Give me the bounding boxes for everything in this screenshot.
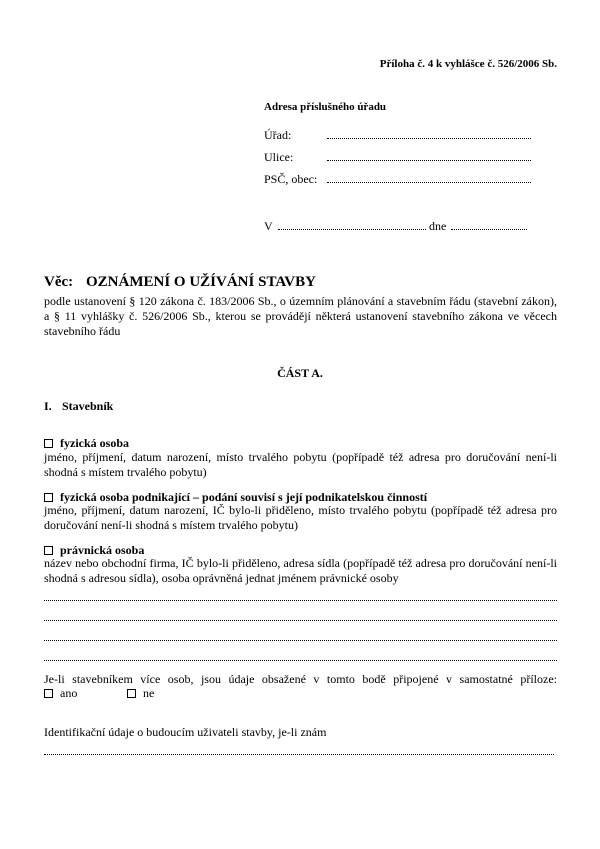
section-title: Stavebník	[62, 399, 114, 413]
checkbox-legal-entity[interactable]	[44, 546, 53, 555]
multiple-no-option[interactable]	[127, 686, 154, 701]
yes-label: ano	[60, 686, 78, 700]
office-address-title: Adresa příslušného úřadu	[264, 101, 387, 113]
builder-details-line-4[interactable]	[44, 660, 557, 661]
place-prefix: V	[264, 219, 273, 233]
checkbox-natural-person[interactable]	[44, 439, 53, 448]
postcode-city-field[interactable]	[327, 182, 531, 183]
builder-details-line-3[interactable]	[44, 640, 557, 641]
builder-details-line-1[interactable]	[44, 600, 557, 601]
option-entrepreneur-title: fyzická osoba podnikající – podání souvisí s její podnikatelskou činností	[60, 490, 428, 504]
option-natural-person-title: fyzická osoba	[60, 436, 129, 450]
option-natural-person[interactable]	[44, 436, 129, 451]
option-natural-person-description: jméno, příjmení, datum narození, místo trvalého pobytu (popřípadě též adresa pro doručování není-li shodná s místem trvalého pobytu)	[44, 450, 557, 479]
multiple-builders-text: Je-li stavebníkem více osob, jsou údaje obsažené v tomto bodě připojené v samostatné příloze:	[44, 672, 557, 686]
office-field[interactable]	[327, 138, 531, 139]
multiple-yes-option[interactable]	[44, 686, 77, 701]
place-field[interactable]	[278, 229, 426, 230]
part-a-title: ČÁST A.	[277, 366, 323, 380]
street-field[interactable]	[327, 160, 531, 161]
postcode-city-label: PSČ, obec:	[264, 172, 318, 186]
date-label: dne	[429, 219, 447, 233]
date-field[interactable]	[451, 229, 527, 230]
future-user-label: Identifikační údaje o budoucím uživateli stavby, je-li znám	[44, 725, 327, 739]
office-label: Úřad:	[264, 128, 292, 142]
checkbox-yes[interactable]	[44, 689, 53, 698]
street-label: Ulice:	[264, 150, 294, 164]
no-label: ne	[143, 686, 155, 700]
builder-details-line-2[interactable]	[44, 620, 557, 621]
future-user-field[interactable]	[44, 754, 554, 755]
subject-label: Věc:	[44, 274, 74, 290]
checkbox-entrepreneur[interactable]	[44, 493, 53, 502]
legal-basis-text: podle ustanovení § 120 zákona č. 183/2006 Sb., o územním plánování a stavebním řádu (stavební zákon), a § 11 vyhlášky č. 526/2006 Sb., kterou se provádějí některá ustanovení stavebního zákona ve věcech stavebního řádu	[44, 294, 557, 338]
option-entrepreneur-description: jméno, příjmení, datum narození, IČ bylo-li přiděleno, místo trvalého pobytu (popřípadě též adresa pro doručování není-li shodná s místem trvalého pobytu)	[44, 503, 557, 532]
attachment-reference: Příloha č. 4 k vyhlášce č. 526/2006 Sb.	[379, 58, 557, 70]
option-legal-entity-description: název nebo obchodní firma, IČ bylo-li přiděleno, adresa sídla (popřípadě též adresa pro doručování není-li shodná s adresou sídla), osoba oprávněná jednat jménem právnické osoby	[44, 556, 557, 585]
document-title: OZNÁMENÍ O UŽÍVÁNÍ STAVBY	[86, 274, 316, 290]
section-number: I.	[44, 399, 52, 413]
checkbox-no[interactable]	[127, 689, 136, 698]
option-legal-entity-title: právnická osoba	[60, 543, 145, 557]
